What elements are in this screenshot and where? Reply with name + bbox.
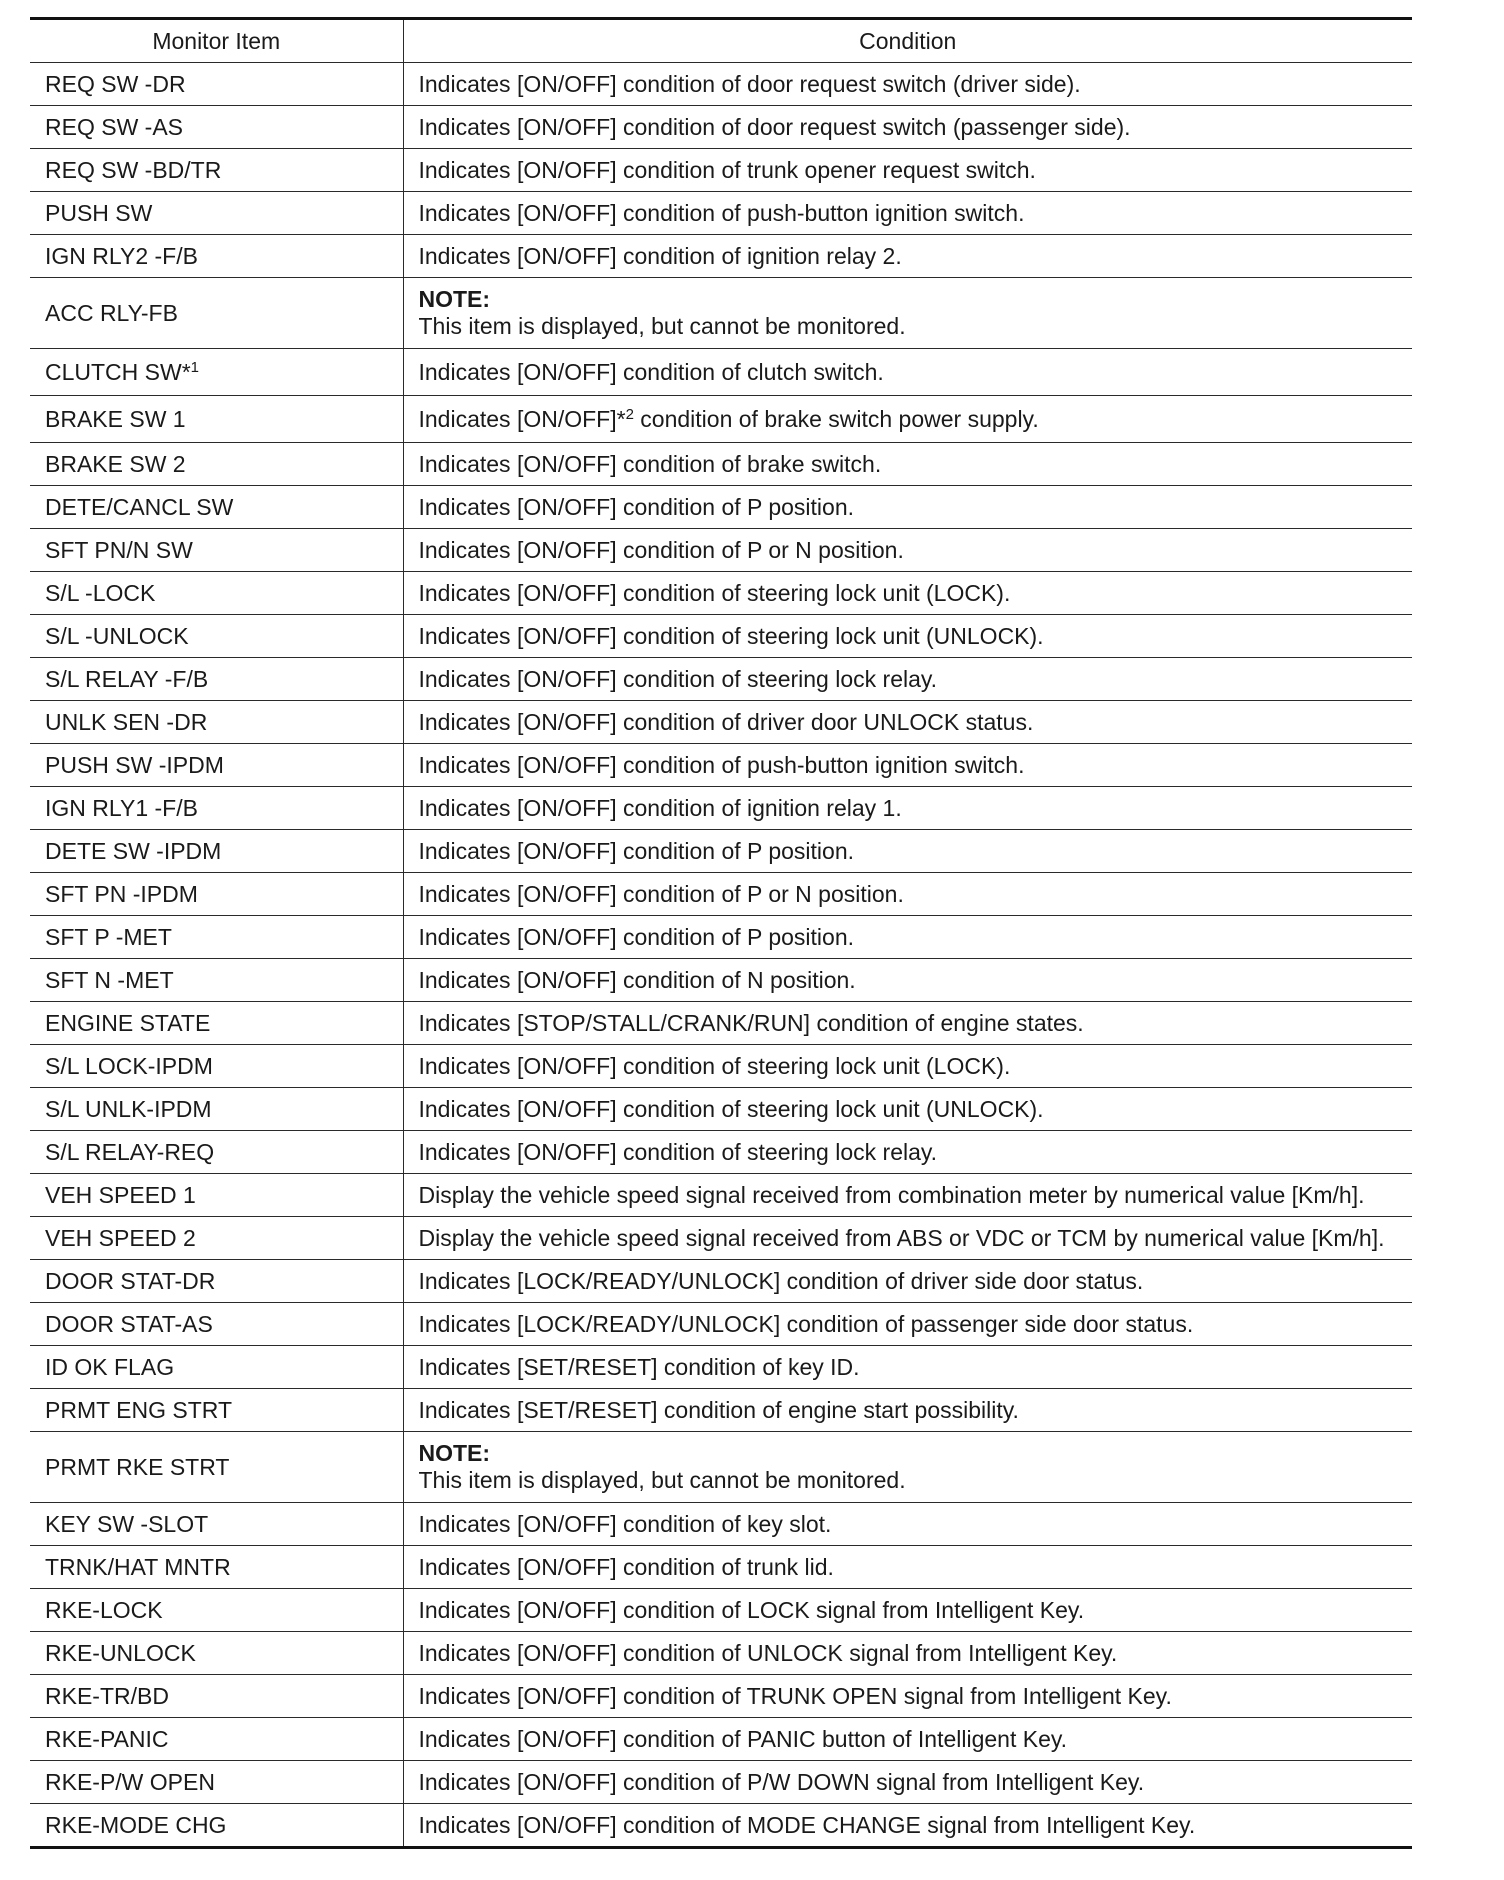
condition-text: Indicates [ON/OFF] condition of door request switch (driver side). <box>418 70 1081 97</box>
condition-cell <box>403 1217 1412 1260</box>
monitor-item-cell <box>30 349 403 396</box>
condition-cell <box>403 1675 1412 1718</box>
condition-text: condition of brake switch power supply. <box>633 405 1039 432</box>
monitor-item-cell <box>30 235 403 278</box>
condition-cell <box>403 1346 1412 1389</box>
table-row <box>30 1761 1412 1804</box>
monitor-item-label: RKE-UNLOCK <box>45 1639 196 1666</box>
monitor-item-label: VEH SPEED 2 <box>45 1224 196 1251</box>
monitor-item-label: RKE-TR/BD <box>45 1682 169 1709</box>
condition-text: Indicates [ON/OFF] condition of clutch switch. <box>418 358 884 385</box>
table-row <box>30 192 1412 235</box>
condition-cell <box>403 1804 1412 1848</box>
table-row <box>30 1632 1412 1675</box>
condition-text: Indicates [ON/OFF] condition of P or N position. <box>418 880 904 907</box>
condition-cell <box>403 787 1412 830</box>
condition-text: Indicates [ON/OFF] condition of key slot. <box>418 1510 832 1537</box>
monitor-item-label: ACC RLY-FB <box>45 299 178 326</box>
monitor-item-cell <box>30 701 403 744</box>
monitor-item-table <box>30 17 1412 1849</box>
condition-text: Indicates [ON/OFF] condition of steering lock relay. <box>418 1138 938 1165</box>
table-header-row <box>30 19 1412 63</box>
monitor-item-label: UNLK SEN -DR <box>45 708 208 735</box>
condition-text: Indicates [ON/OFF] condition of UNLOCK signal from Intelligent Key. <box>418 1639 1118 1666</box>
monitor-item-cell <box>30 1389 403 1432</box>
table-row <box>30 1546 1412 1589</box>
table-row <box>30 1045 1412 1088</box>
condition-cell <box>403 1002 1412 1045</box>
monitor-item-cell <box>30 959 403 1002</box>
condition-text: Indicates [ON/OFF] condition of P or N position. <box>418 536 904 563</box>
monitor-item-cell <box>30 615 403 658</box>
monitor-item-label: PUSH SW -IPDM <box>45 751 224 778</box>
condition-text: Display the vehicle speed signal received from ABS or VDC or TCM by numerical value [Km/h]. <box>418 1224 1385 1251</box>
note-title: NOTE: <box>418 286 491 312</box>
condition-cell <box>403 1389 1412 1432</box>
table-row <box>30 149 1412 192</box>
condition-cell <box>403 529 1412 572</box>
table-row <box>30 916 1412 959</box>
table-row <box>30 1804 1412 1848</box>
monitor-item-label: CLUTCH SW* <box>45 358 191 385</box>
table-row <box>30 106 1412 149</box>
condition-cell <box>403 1589 1412 1632</box>
monitor-item-label: RKE-P/W OPEN <box>45 1768 215 1795</box>
monitor-item-label: S/L -LOCK <box>45 579 156 606</box>
monitor-item-cell <box>30 1675 403 1718</box>
note-body: This item is displayed, but cannot be monitored. <box>418 313 906 339</box>
monitor-item-cell <box>30 1260 403 1303</box>
condition-text: Indicates [ON/OFF] condition of door request switch (passenger side). <box>418 113 1131 140</box>
condition-cell <box>403 235 1412 278</box>
monitor-item-cell <box>30 1303 403 1346</box>
table-row <box>30 278 1412 349</box>
condition-cell <box>403 1088 1412 1131</box>
condition-text: Indicates [ON/OFF] condition of trunk lid. <box>418 1553 834 1580</box>
table-row <box>30 787 1412 830</box>
note-title: NOTE: <box>418 1440 491 1466</box>
condition-cell <box>403 1761 1412 1804</box>
condition-text: Indicates [ON/OFF] condition of LOCK signal from Intelligent Key. <box>418 1596 1085 1623</box>
monitor-item-cell <box>30 1503 403 1546</box>
condition-cell <box>403 1131 1412 1174</box>
monitor-item-cell <box>30 916 403 959</box>
monitor-item-cell <box>30 1002 403 1045</box>
condition-cell <box>403 1503 1412 1546</box>
monitor-item-label: REQ SW -AS <box>45 113 184 140</box>
monitor-item-label: DETE SW -IPDM <box>45 837 222 864</box>
condition-text: Indicates [ON/OFF] condition of ignition relay 2. <box>418 242 902 269</box>
monitor-item-cell <box>30 149 403 192</box>
condition-cell <box>403 1045 1412 1088</box>
monitor-item-label: ID OK FLAG <box>45 1353 175 1380</box>
table-row <box>30 235 1412 278</box>
monitor-item-label: S/L LOCK-IPDM <box>45 1052 213 1079</box>
table-row <box>30 349 1412 396</box>
condition-text: Indicates [ON/OFF] condition of steering lock unit (LOCK). <box>418 1052 1011 1079</box>
condition-text: Indicates [STOP/STALL/CRANK/RUN] condition of engine states. <box>418 1009 1084 1036</box>
table-row <box>30 873 1412 916</box>
table-row <box>30 959 1412 1002</box>
condition-text: Indicates [ON/OFF] condition of P position. <box>418 923 855 950</box>
monitor-item-cell <box>30 1632 403 1675</box>
table-row <box>30 1174 1412 1217</box>
table-row <box>30 1260 1412 1303</box>
footnote-marker: 1 <box>190 358 200 376</box>
table-row <box>30 1088 1412 1131</box>
monitor-item-label: BRAKE SW 2 <box>45 450 186 477</box>
table-row <box>30 486 1412 529</box>
table-row <box>30 1303 1412 1346</box>
monitor-item-cell <box>30 658 403 701</box>
monitor-item-cell <box>30 1088 403 1131</box>
condition-text: Indicates [ON/OFF] condition of brake switch. <box>418 450 882 477</box>
monitor-item-cell <box>30 1346 403 1389</box>
condition-cell <box>403 830 1412 873</box>
condition-cell <box>403 149 1412 192</box>
monitor-item-cell <box>30 1589 403 1632</box>
monitor-item-table-container <box>30 17 1412 1849</box>
condition-text: Indicates [ON/OFF] condition of steering lock unit (LOCK). <box>418 579 1011 606</box>
condition-text: Indicates [ON/OFF]* <box>418 405 626 432</box>
table-row <box>30 830 1412 873</box>
monitor-item-label: PRMT ENG STRT <box>45 1396 232 1423</box>
condition-cell <box>403 1303 1412 1346</box>
monitor-item-label: REQ SW -DR <box>45 70 186 97</box>
condition-cell <box>403 443 1412 486</box>
table-row <box>30 1718 1412 1761</box>
monitor-item-label: IGN RLY1 -F/B <box>45 794 198 821</box>
monitor-item-cell <box>30 572 403 615</box>
table-row <box>30 1589 1412 1632</box>
monitor-item-label: S/L RELAY-REQ <box>45 1138 215 1165</box>
table-row <box>30 1217 1412 1260</box>
table-row <box>30 572 1412 615</box>
condition-text: Indicates [ON/OFF] condition of steering lock relay. <box>418 665 938 692</box>
monitor-item-label: DOOR STAT-AS <box>45 1310 213 1337</box>
header-condition: Condition <box>403 19 1412 63</box>
note-body: This item is displayed, but cannot be monitored. <box>418 1467 906 1493</box>
condition-cell <box>403 1546 1412 1589</box>
condition-cell <box>403 486 1412 529</box>
condition-cell <box>403 349 1412 396</box>
monitor-item-cell <box>30 1217 403 1260</box>
table-row <box>30 396 1412 443</box>
condition-text: Indicates [ON/OFF] condition of steering lock unit (UNLOCK). <box>418 1095 1044 1122</box>
monitor-item-cell <box>30 192 403 235</box>
monitor-item-label: RKE-MODE CHG <box>45 1811 227 1838</box>
monitor-item-cell <box>30 1045 403 1088</box>
monitor-item-cell <box>30 396 403 443</box>
condition-text: Indicates [ON/OFF] condition of MODE CHANGE signal from Intelligent Key. <box>418 1811 1196 1838</box>
monitor-item-cell <box>30 1432 403 1503</box>
condition-text: Indicates [ON/OFF] condition of push-button ignition switch. <box>418 751 1025 778</box>
monitor-item-label: S/L -UNLOCK <box>45 622 189 649</box>
condition-text: Indicates [SET/RESET] condition of engine start possibility. <box>418 1396 1019 1423</box>
monitor-item-cell <box>30 278 403 349</box>
condition-cell <box>403 744 1412 787</box>
monitor-item-cell <box>30 830 403 873</box>
footnote-marker: 2 <box>625 405 634 423</box>
monitor-item-cell <box>30 1174 403 1217</box>
monitor-item-cell <box>30 873 403 916</box>
condition-text: Indicates [ON/OFF] condition of P/W DOWN signal from Intelligent Key. <box>418 1768 1145 1795</box>
condition-cell <box>403 1632 1412 1675</box>
monitor-item-cell <box>30 486 403 529</box>
condition-text: Indicates [ON/OFF] condition of driver door UNLOCK status. <box>418 708 1034 735</box>
condition-cell <box>403 192 1412 235</box>
monitor-item-label: SFT PN -IPDM <box>45 880 198 907</box>
table-row <box>30 1389 1412 1432</box>
monitor-item-cell <box>30 443 403 486</box>
condition-text: Indicates [ON/OFF] condition of steering lock unit (UNLOCK). <box>418 622 1044 649</box>
condition-cell <box>403 1174 1412 1217</box>
monitor-item-label: TRNK/HAT MNTR <box>45 1553 231 1580</box>
monitor-item-label: RKE-LOCK <box>45 1596 163 1623</box>
table-row <box>30 1675 1412 1718</box>
table-row <box>30 1432 1412 1503</box>
table-row <box>30 1503 1412 1546</box>
monitor-item-label: KEY SW -SLOT <box>45 1510 209 1537</box>
monitor-item-label: S/L RELAY -F/B <box>45 665 209 692</box>
condition-cell <box>403 959 1412 1002</box>
table-row <box>30 615 1412 658</box>
monitor-item-label: BRAKE SW 1 <box>45 405 186 432</box>
monitor-item-cell <box>30 1804 403 1848</box>
condition-cell <box>403 1432 1412 1503</box>
header-monitor-item: Monitor Item <box>30 19 403 63</box>
condition-cell <box>403 396 1412 443</box>
condition-cell <box>403 615 1412 658</box>
condition-cell <box>403 701 1412 744</box>
table-row <box>30 1131 1412 1174</box>
condition-cell <box>403 1718 1412 1761</box>
monitor-item-cell <box>30 63 403 106</box>
condition-text: Indicates [ON/OFF] condition of TRUNK OPEN signal from Intelligent Key. <box>418 1682 1172 1709</box>
condition-cell <box>403 916 1412 959</box>
table-row <box>30 529 1412 572</box>
table-row <box>30 443 1412 486</box>
monitor-item-label: PRMT RKE STRT <box>45 1453 230 1480</box>
table-row <box>30 744 1412 787</box>
monitor-item-label: DOOR STAT-DR <box>45 1267 216 1294</box>
table-row <box>30 658 1412 701</box>
condition-cell <box>403 106 1412 149</box>
monitor-item-label: DETE/CANCL SW <box>45 493 234 520</box>
condition-cell <box>403 278 1412 349</box>
condition-cell <box>403 63 1412 106</box>
monitor-item-label: SFT P -MET <box>45 923 172 950</box>
condition-text: Indicates [LOCK/READY/UNLOCK] condition of passenger side door status. <box>418 1310 1194 1337</box>
monitor-item-cell <box>30 1761 403 1804</box>
monitor-item-cell <box>30 529 403 572</box>
monitor-item-cell <box>30 787 403 830</box>
table-row <box>30 1002 1412 1045</box>
condition-text: Indicates [LOCK/READY/UNLOCK] condition of driver side door status. <box>418 1267 1144 1294</box>
table-row <box>30 701 1412 744</box>
table-row <box>30 1346 1412 1389</box>
monitor-item-cell <box>30 1131 403 1174</box>
condition-text: Indicates [ON/OFF] condition of PANIC button of Intelligent Key. <box>418 1725 1068 1752</box>
condition-text: Indicates [ON/OFF] condition of push-button ignition switch. <box>418 199 1025 226</box>
monitor-item-cell <box>30 106 403 149</box>
condition-cell <box>403 1260 1412 1303</box>
table-body <box>30 63 1412 1848</box>
monitor-item-label: S/L UNLK-IPDM <box>45 1095 212 1122</box>
condition-text: Indicates [ON/OFF] condition of trunk opener request switch. <box>418 156 1036 183</box>
monitor-item-label: ENGINE STATE <box>45 1009 211 1036</box>
condition-text: Indicates [SET/RESET] condition of key ID. <box>418 1353 860 1380</box>
condition-cell <box>403 572 1412 615</box>
condition-cell <box>403 658 1412 701</box>
table-row <box>30 63 1412 106</box>
monitor-item-cell <box>30 1546 403 1589</box>
condition-text: Indicates [ON/OFF] condition of N position. <box>418 966 856 993</box>
monitor-item-label: REQ SW -BD/TR <box>45 156 222 183</box>
condition-text: Indicates [ON/OFF] condition of P position. <box>418 837 855 864</box>
monitor-item-label: IGN RLY2 -F/B <box>45 242 198 269</box>
condition-text: Indicates [ON/OFF] condition of ignition relay 1. <box>418 794 902 821</box>
condition-text: Display the vehicle speed signal received from combination meter by numerical value [Km/h]. <box>418 1181 1365 1208</box>
monitor-item-label: VEH SPEED 1 <box>45 1181 196 1208</box>
monitor-item-label: RKE-PANIC <box>45 1725 169 1752</box>
monitor-item-cell <box>30 1718 403 1761</box>
monitor-item-label: SFT PN/N SW <box>45 536 193 563</box>
condition-cell <box>403 873 1412 916</box>
monitor-item-label: PUSH SW <box>45 199 153 226</box>
monitor-item-cell <box>30 744 403 787</box>
condition-text: Indicates [ON/OFF] condition of P position. <box>418 493 855 520</box>
monitor-item-label: SFT N -MET <box>45 966 174 993</box>
